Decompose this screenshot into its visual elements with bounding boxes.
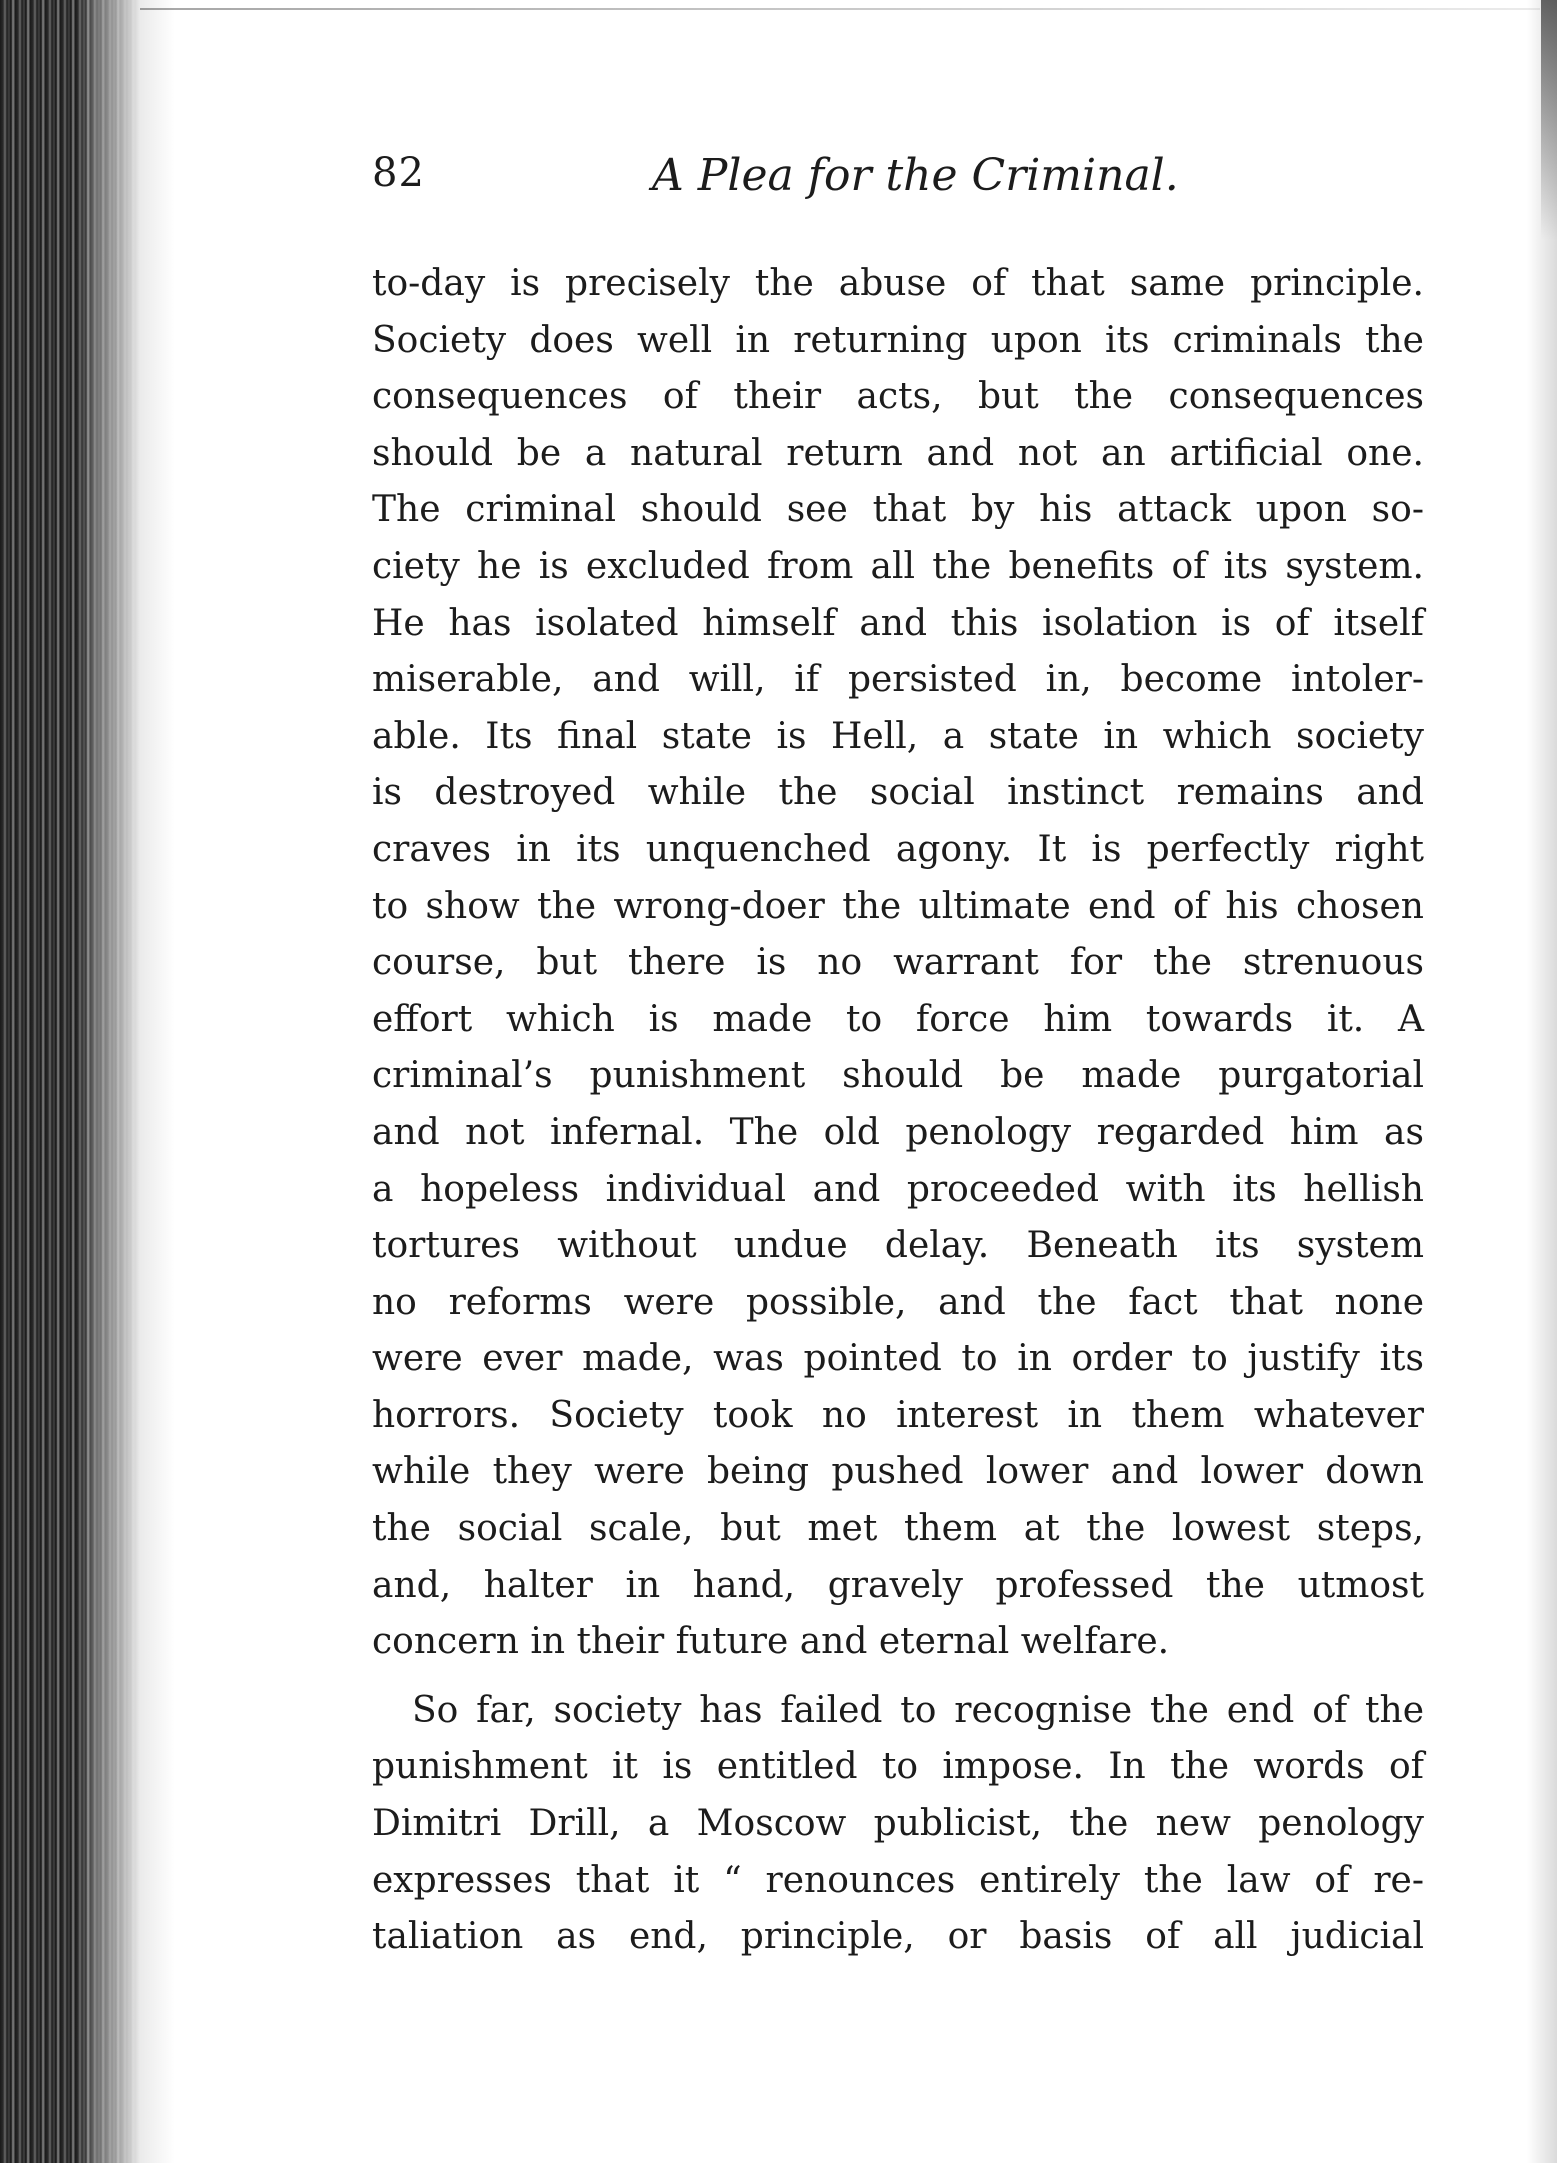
text-line: effort which is made to force him towards it. A <box>372 998 1424 1040</box>
paragraph-2 <box>372 1683 1424 1966</box>
paragraph-gap <box>372 1671 1424 1683</box>
text-line: criminal’s punishment should be made purgatorial <box>372 1055 1424 1097</box>
text-line: no reforms were possible, and the fact that none <box>372 1281 1424 1323</box>
text-line: and, halter in hand, gravely professed the utmost <box>372 1564 1424 1606</box>
text-line: horrors. Society took no interest in them whatever <box>372 1394 1424 1436</box>
text-line: Dimitri Drill, a Moscow publicist, the new penology <box>372 1803 1424 1845</box>
text-line: is destroyed while the social instinct remains and <box>372 772 1424 814</box>
text-line: a hopeless individual and proceeded with its hellish <box>372 1168 1424 1210</box>
text-line: The criminal should see that by his attack upon so- <box>372 489 1424 531</box>
page-top-edge <box>140 8 1540 10</box>
text-line: to-day is precisely the abuse of that same principle. <box>372 263 1424 304</box>
text-line: craves in its unquenched agony. It is perfectly right <box>372 828 1424 870</box>
page-header <box>372 150 1432 210</box>
text-line: miserable, and will, if persisted in, become intoler- <box>372 659 1424 701</box>
text-line: course, but there is no warrant for the strenuous <box>372 942 1424 984</box>
page-corner-shadow <box>1541 0 1557 240</box>
text-line: punishment it is entitled to impose. In the words of <box>372 1746 1424 1788</box>
text-line: Society does well in returning upon its criminals the <box>372 319 1424 361</box>
text-line: and not infernal. The old penology regarded him as <box>372 1111 1424 1153</box>
page-number: 82 <box>372 150 425 196</box>
text-line: to show the wrong-doer the ultimate end of his chosen <box>372 885 1424 927</box>
text-line: consequences of their acts, but the consequences <box>372 376 1424 418</box>
text-line: expresses that it “ renounces entirely the law of re- <box>372 1859 1424 1901</box>
gutter-shadow <box>95 0 175 2163</box>
text-line: should be a natural return and not an artificial one. <box>372 432 1424 474</box>
running-title: A Plea for the Criminal. <box>652 150 1179 201</box>
text-line: concern in their future and eternal welfare. <box>372 1621 1170 1663</box>
paragraph-1 <box>372 256 1424 1671</box>
text-line: were ever made, was pointed to in order to justify its <box>372 1338 1424 1380</box>
page-right-edge <box>1527 0 1557 2163</box>
text-line: taliation as end, principle, or basis of all judicial <box>372 1916 1424 1958</box>
text-line: the social scale, but met them at the lowest steps, <box>372 1508 1424 1550</box>
body-text <box>372 256 1424 1966</box>
text-line: while they were being pushed lower and lower down <box>372 1451 1424 1493</box>
text-line: He has isolated himself and this isolation is of itself <box>372 602 1424 644</box>
text-line: ciety he is excluded from all the benefits of its system. <box>372 545 1424 587</box>
text-line: So far, society has failed to recognise the end of the <box>412 1689 1424 1731</box>
text-line: tortures without undue delay. Beneath its system <box>372 1225 1424 1267</box>
text-line: able. Its final state is Hell, a state in which society <box>372 715 1424 757</box>
